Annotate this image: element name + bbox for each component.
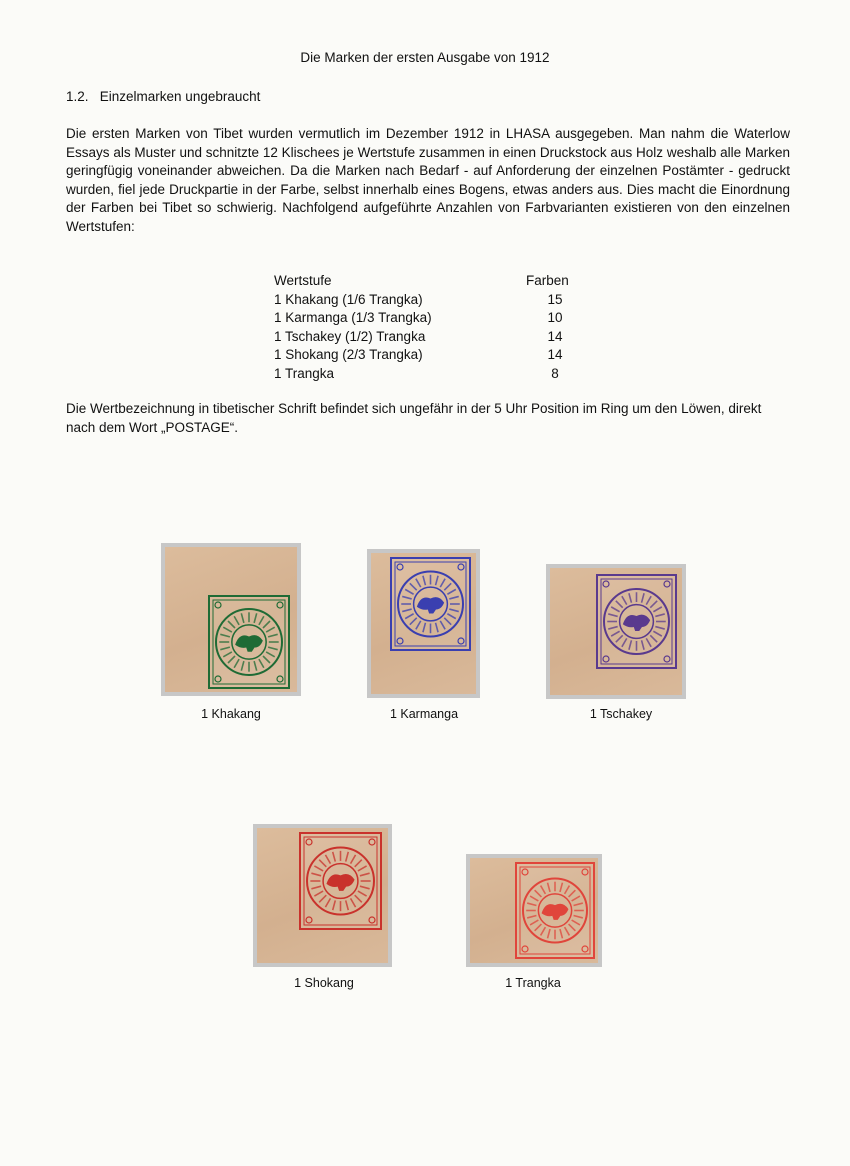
page-title: Die Marken der ersten Ausgabe von 1912 bbox=[300, 50, 550, 65]
table-row bbox=[270, 309, 586, 328]
table-row bbox=[270, 291, 586, 310]
stamp-card-khakang bbox=[161, 543, 301, 696]
stamp-image bbox=[208, 595, 290, 689]
row-colors: 8 bbox=[551, 365, 559, 381]
stamp-label: 1 Khakang bbox=[201, 707, 261, 721]
row-colors: 15 bbox=[547, 291, 563, 307]
stamp-image bbox=[596, 574, 677, 669]
row-denomination: 1 Karmanga (1/3 Trangka) bbox=[274, 310, 432, 326]
section-heading: 1.2. Einzelmarken ungebraucht bbox=[66, 89, 261, 104]
row-colors: 10 bbox=[547, 310, 563, 326]
row-denomination: 1 Khakang (1/6 Trangka) bbox=[274, 291, 423, 307]
intro-paragraph: Die ersten Marken von Tibet wurden vermutlich im Dezember 1912 in LHASA ausgegeben. Man nahm die Waterlow Essays als Muster und schnitzte 12 Klischees je Wertstufe zusammen in einen Druckstock aus Holz weshalb alle Marken geringfügig voneinander abweichen. Da die Marken nach Bedarf - auf Anforderung der einzelnen Postämter - gedruckt wurden, fiel jede Druckpartie in der Farbe, selbst innerhalb eines Bogens, etwas anders aus. Dies macht die Einordnung der Farben bei Tibet so schwierig. Nachfolgend aufgeführte Anzahlen von Farbvarianten existieren von den einzelnen Wertstufen: bbox=[66, 126, 790, 234]
header-denomination: Wertstufe bbox=[274, 273, 332, 288]
header-colors: Farben bbox=[526, 273, 569, 288]
row-colors: 14 bbox=[547, 328, 563, 344]
stamp-label: 1 Tschakey bbox=[589, 707, 653, 721]
row-denomination: 1 Tschakey (1/2) Trangka bbox=[274, 328, 426, 344]
row-denomination: 1 Shokang (2/3 Trangka) bbox=[274, 347, 423, 363]
lion-emblem-icon bbox=[392, 559, 469, 649]
lion-emblem-icon bbox=[598, 576, 675, 667]
table-row bbox=[270, 328, 586, 347]
note-paragraph: Die Wertbezeichnung in tibetischer Schrift befindet sich ungefähr in der 5 Uhr Position im Ring um den Löwen, direkt nach dem Wort „POSTAGE“. bbox=[66, 401, 762, 435]
table-row bbox=[270, 365, 586, 384]
table-row bbox=[270, 346, 586, 365]
table-header-row bbox=[270, 272, 586, 291]
stamp-label: 1 Karmanga bbox=[389, 707, 459, 721]
value-table bbox=[270, 272, 586, 384]
lion-emblem-icon bbox=[517, 864, 593, 957]
stamp-label: 1 Trangka bbox=[505, 976, 561, 990]
stamp-image bbox=[515, 862, 595, 959]
stamp-label: 1 Shokang bbox=[294, 976, 354, 990]
stamp-card-shokang bbox=[253, 824, 392, 967]
stamp-image bbox=[299, 832, 382, 930]
row-colors: 14 bbox=[547, 347, 563, 363]
lion-emblem-icon bbox=[301, 834, 380, 928]
row-denomination: 1 Trangka bbox=[274, 365, 335, 381]
stamp-card-tschakey bbox=[546, 564, 686, 699]
stamp-card-karmanga bbox=[367, 549, 480, 698]
stamp-image bbox=[390, 557, 471, 651]
stamp-card-trangka bbox=[466, 854, 602, 967]
lion-emblem-icon bbox=[210, 597, 288, 687]
